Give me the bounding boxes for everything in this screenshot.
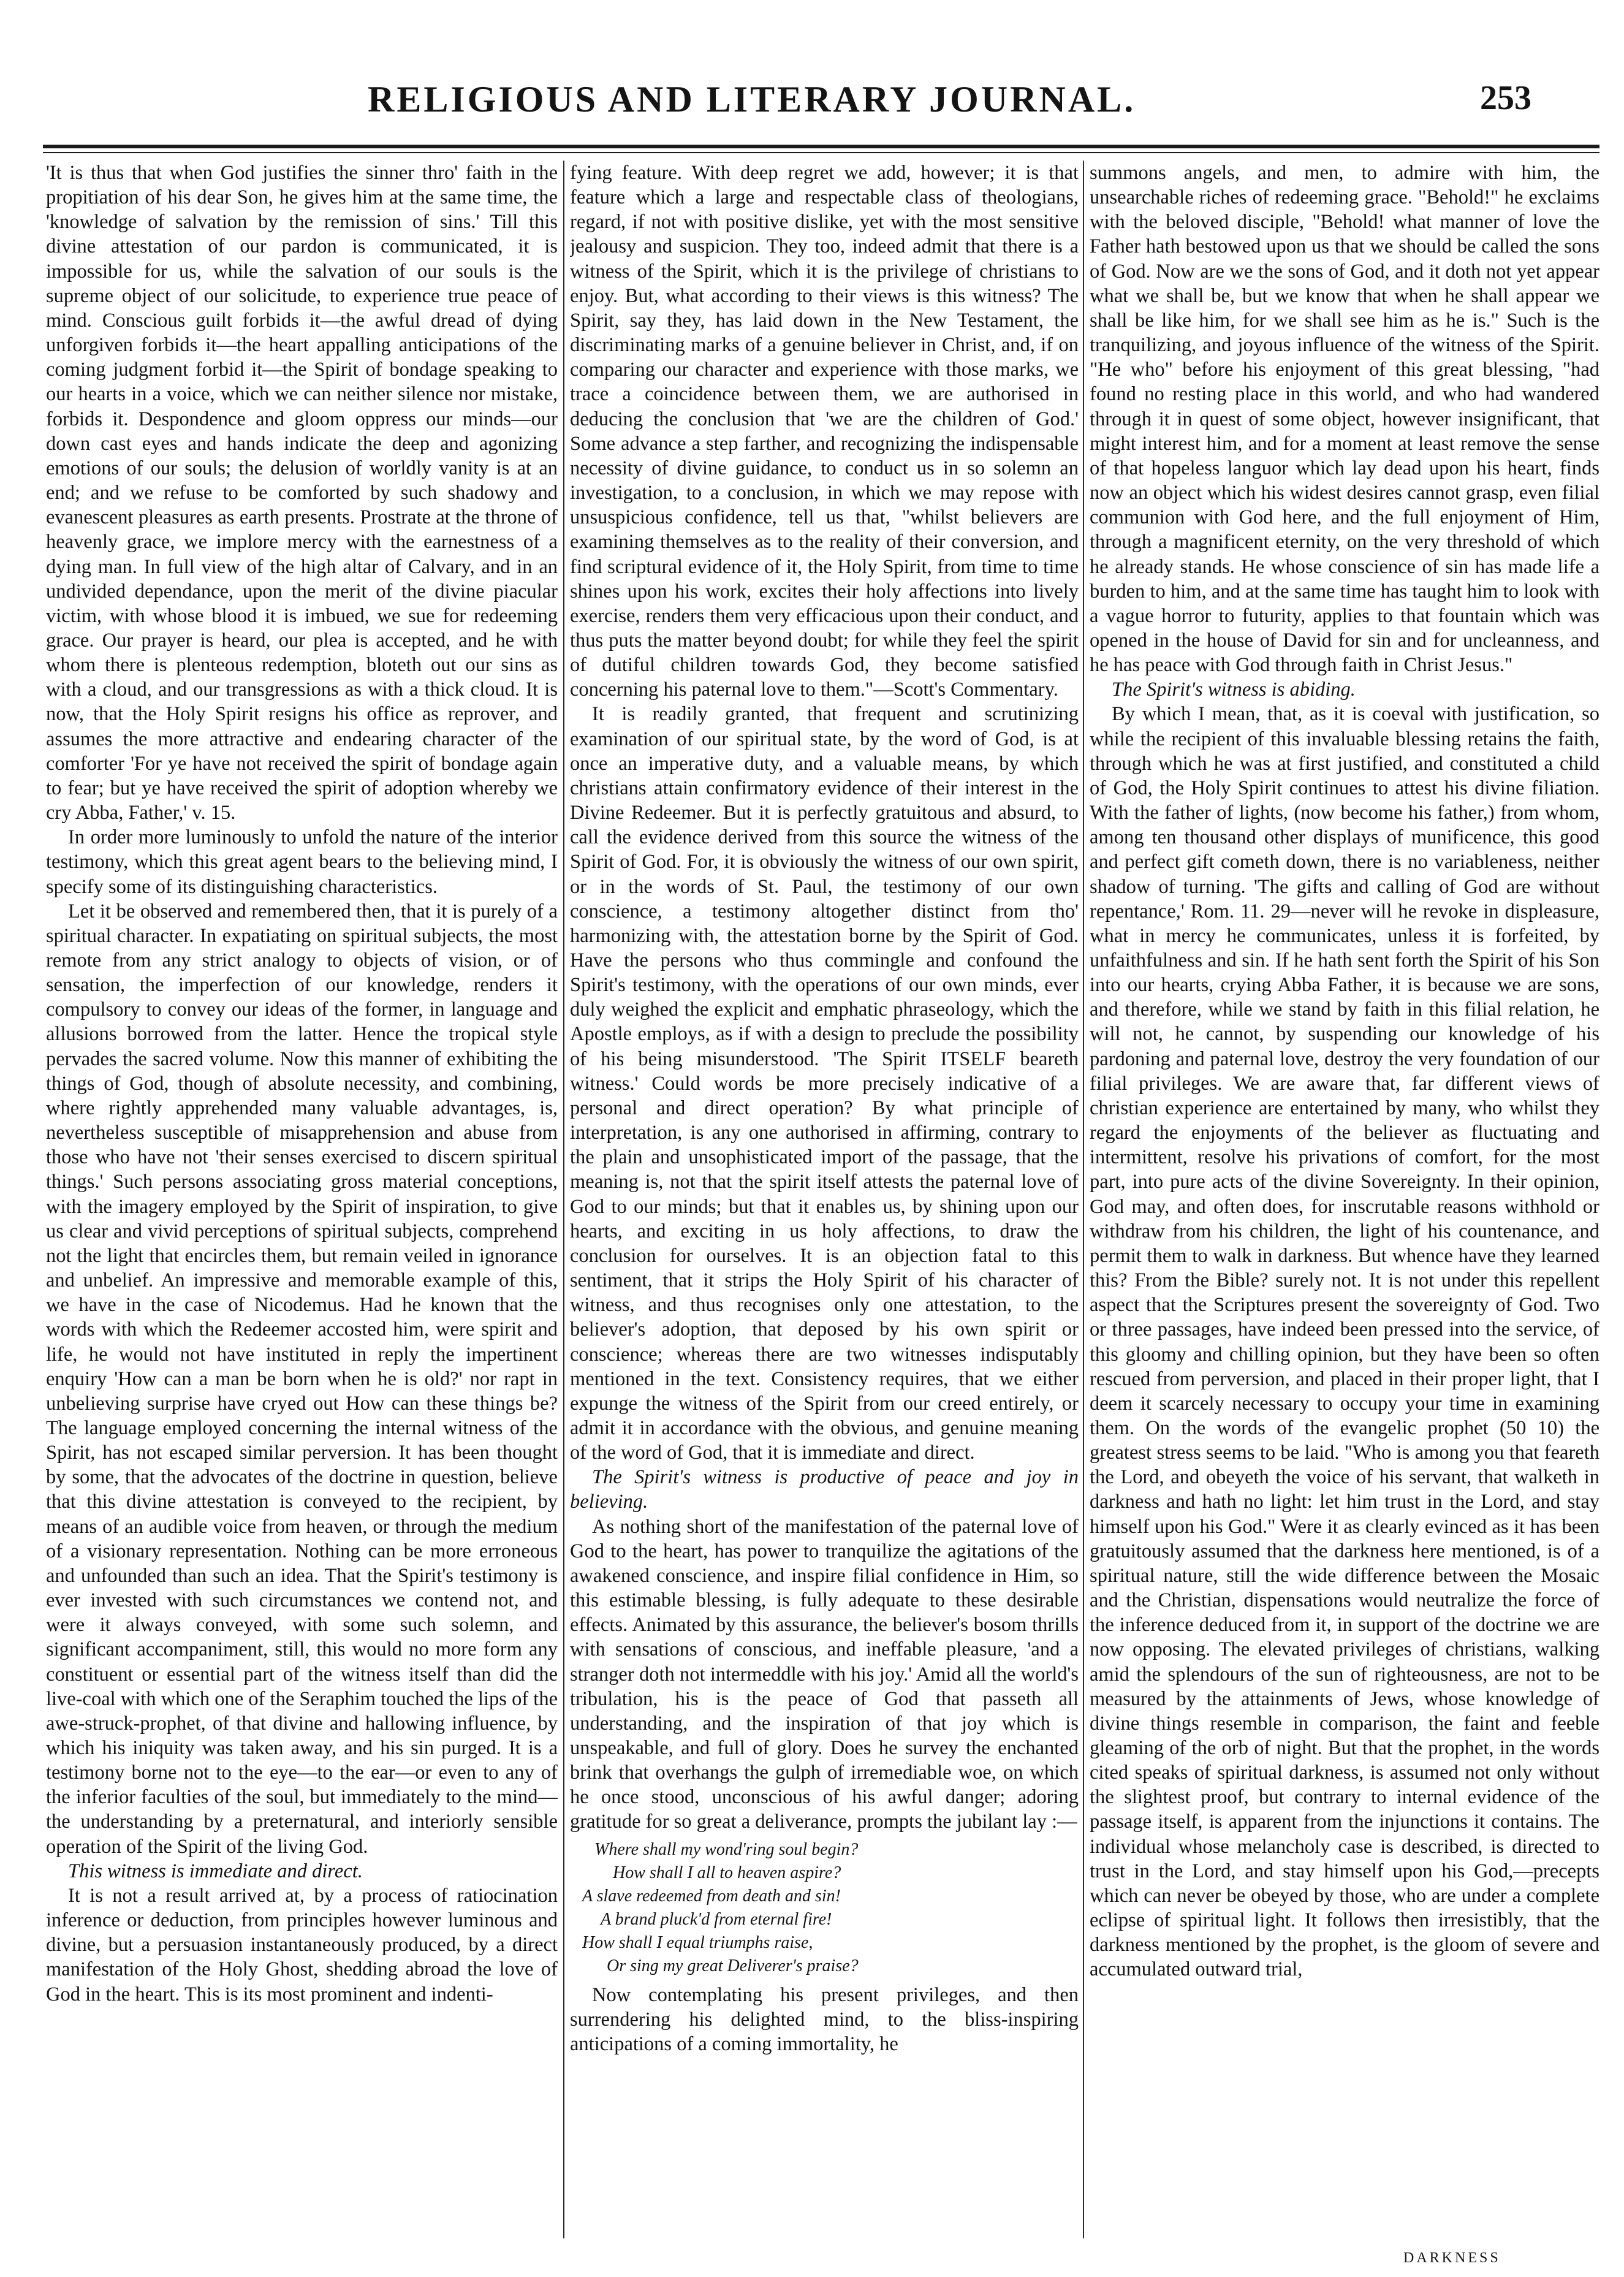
paragraph: It is not a result arrived at, by a process of ratiocination inference or deduction, from principles however luminous and divine, but a persuasion instantaneously produced, by a direct manifestation of the Holy Ghost, shedding abroad the love of God in the heart. This is its most prominent and indenti-: [46, 1884, 558, 2005]
section-heading: The Spirit's witness is productive of peace and joy in believing.: [570, 1466, 1079, 1513]
text-column-3: [1090, 161, 1599, 2238]
paragraph: As nothing short of the manifestation of the paternal love of God to the heart, has power to tranquilize the agitations of the awakened conscience, and inspire filial confidence in Him, so this estimable blessing, is fully adequate to these desirable effects. Animated by this assurance, the believer's bosom thrills with sensations of conscious, and ineffable pleasure, 'and a stranger doth not intermeddle with his joy.' Amid all the world's tribulation, his is the peace of God that passeth all understanding, and the inspiration of that joy which is unspeakable, and full of glory. Does he survey the enchanted brink that overhangs the gulph of irremediable woe, on which he once stood, unconscious of his awful danger; adoring gratitude for so great a deliverance, prompts the jubilant lay :—: [570, 1515, 1079, 1833]
verse-line: How shall I equal triumphs raise,: [582, 1933, 813, 1952]
verse-line: Where shall my wond'ring soul begin?: [594, 1839, 859, 1859]
page-number: 253: [1480, 79, 1531, 117]
verse-line: How shall I all to heaven aspire?: [613, 1863, 841, 1882]
verse-line: A brand pluck'd from eternal fire!: [601, 1909, 832, 1929]
column-divider-2: [1083, 161, 1084, 2238]
section-heading: The Spirit's witness is abiding.: [1112, 679, 1356, 701]
hymn-verse: [570, 1838, 1079, 1978]
paragraph: Let it be observed and remembered then, that it is purely of a spiritual character. In expatiating on spiritual subjects, the most remote from any strict analogy to objects of vision, or of sensation, the imperfection of our knowledge, renders it compulsory to convey our ideas of the former, in language and allusions borrowed from the latter. Hence the tropical style pervades the sacred volume. Now this manner of exhibiting the things of God, though of absolute necessity, and combining, where rightly apprehended many valuable advantages, is, nevertheless susceptible of misapprehension and abuse from those who have not 'their senses exercised to discern spiritual things.' Such persons associating gross material conceptions, with the imagery employed by the Spirit of inspiration, to give us clear and vivid perceptions of spiritual subjects, comprehend not the light that encircles them, but remain veiled in ignorance and unbelief. An impressive and memorable example of this, we have in the case of Nicodemus. Had he known that the words with which the Redeemer accosted him, were spirit and life, he would not have instituted in reply the impertinent enquiry 'How can a man be born when he is old?' nor rapt in unbelieving surprise have cryed out How can these things be? The language employed concerning the internal witness of the Spirit, has not escaped similar perversion. It has been thought by some, that the advocates of the doctrine in question, believe that this divine attestation is conveyed to the recipient, by means of an audible voice from heaven, or through the medium of a visionary representation. Nothing can be more erroneous and unfounded than such an idea. That the Spirit's testimony is ever invested with such circumstances we contend not, and were it always conveyed, with some such solemn, and significant accompaniment, still, this would no more form any constituent or essential part of the witness itself than did the live-coal with which one of the Seraphim touched the lips of the awe-struck-prophet, of that divine and hallowing influence, by which his iniquity was taken away, and his sin purged. It is a testimony borne not to the eye—to the ear—or even to any of the inferior faculties of the soul, but immediately to the mind—the understanding by a preternatural, and interiorly sensible operation of the Spirit of the living God.: [46, 900, 558, 1858]
verse-line: Or sing my great Deliverer's praise?: [607, 1956, 859, 1975]
section-heading: This witness is immediate and direct.: [68, 1860, 363, 1882]
paragraph: It is readily granted, that frequent and scrutinizing examination of our spiritual state, by the word of God, is at once an imperative duty, and a valuable means, by which christians attain confirmatory evidence of their interest in the Divine Redeemer. But it is perfectly gratuitous and absurd, to call the evidence derived from this source the witness of the Spirit of God. For, it is obviously the witness of our own spirit, or in the words of St. Paul, the testimony of our own conscience, a testimony altogether distinct from tho' harmonizing with, the attestation borne by the Spirit of God. Have the persons who thus commingle and confound the Spirit's testimony, with the operations of our own minds, ever duly weighed the explicit and emphatic phraseology, which the Apostle employs, as if with a design to preclude the possibility of his being misunderstood. 'The Spirit ITSELF beareth witness.' Could words be more precisely indicative of a personal and direct operation? By what principle of interpretation, is any one authorised in affirming, contrary to the plain and unsophisticated import of the passage, that the meaning is, not that the spirit itself attests the paternal love of God to our minds; but that it enables us, by shining upon our hearts, and exciting in us holy affections, to draw the conclusion for ourselves. It is an objection fatal to this sentiment, that it strips the Holy Spirit of his character of witness, and thus recognises only one attestation, to the believer's adoption, that deposed by his own spirit or conscience; whereas there are two witnesses indisputably mentioned in the text. Consistency requires, that we either expunge the witness of the Spirit from our creed entirely, or admit it in accordance with the obvious, and genuine meaning of the word of God, that it is immediate and direct.: [570, 703, 1079, 1464]
text-column-2: [570, 161, 1079, 2238]
header-rule-thick: [43, 145, 1599, 148]
paragraph: summons angels, and men, to admire with him, the unsearchable riches of redeeming grace. "Behold!" he exclaims with the beloved disciple, "Behold! what manner of love the Father hath bestowed upon us that we should be called the sons of God. Now are we the sons of God, and it doth not yet appear what we shall be, but we know that when he shall appear we shall be like him, for we shall see him as he is." Such is the tranquilizing, and joyous influence of the witness of the Spirit. "He who" before his enjoyment of this great blessing, "had found no resting place in this world, and who had wandered through it in quest of some object, however insignificant, that might interest him, and for a moment at least remove the sense of that hopeless languor which lay dead upon his heart, finds now an object which his widest desires cannot grasp, even filial communion with God here, and the full enjoyment of Him, through a magnificent eternity, on the very threshold of which he already stands. He whose conscience of sin has made life a burden to him, and at the same time has taught him to look with a vague horror to futurity, applies to that fountain which was opened in the house of David for sin and for uncleanness, and he has peace with God through faith in Christ Jesus.": [1090, 162, 1599, 677]
running-title: RELIGIOUS AND LITERARY JOURNAL.: [368, 79, 1136, 120]
paragraph: By which I mean, that, as it is coeval with justification, so while the recipient of this invaluable blessing retains the faith, through which he was at first justified, and constituted a child of God, the Holy Spirit continues to attest his divine filiation. With the father of lights, (now become his father,) from whom, among ten thousand other displays of munificence, this good and perfect gift cometh down, there is no variableness, neither shadow of turning. 'The gifts and calling of God are without repentance,' Rom. 11. 29—never will he revoke in displeasure, what in mercy he communicates, unless it is forfeited, by unfaithfulness and sin. If he hath sent forth the Spirit of his Son into our hearts, crying Abba Father, it is because we are sons, and therefore, while we stand by faith in this filial relation, he will not, he cannot, by suspending our knowledge of his pardoning and paternal love, destroy the very foundation of our filial privileges. We are aware that, far different views of christian experience are entertained by many, who whilst they regard the enjoyments of the believer as fluctuating and intermittent, resolve his privations of comfort, for the most part, into pure acts of the divine Sovereignty. In their opinion, God may, and often does, for inscrutable reasons withhold or withdraw from his children, the light of his countenance, and permit them to walk in darkness. But whence have they learned this? From the Bible? surely not. It is not under this repellent aspect that the Scriptures present the sovereignty of God. Two or three passages, have indeed been pressed into the service, of this gloomy and chilling opinion, but they have been so often rescued from perversion, and placed in their proper light, that I deem it scarcely necessary to occupy your time in examining them. On the words of the evangelic prophet (50 10) the greatest stress seems to be laid. "Who is among you that feareth the Lord, and obeyeth the voice of his servant, that walketh in darkness and hath no light: let him trust in the Lord, and stay himself upon his God." Were it as clearly evinced as it has been gratuitously assumed that the darkness here mentioned, is of a spiritual nature, still the wide difference between the Mosaic and the Christian, dispensations would neutralize the force of the inference deduced from it, in support of the doctrine we are now opposing. The elevated privileges of christians, walking amid the splendours of the sun of righteousness, are not to be measured by the attainments of Jews, whose knowledge of divine things resemble in comparison, the faint and feeble gleaming of the orb of night. But that the prophet, in the words cited speaks of spiritual darkness, is assumed not only without the slightest proof, but contrary to internal evidence of the passage itself, is apparent from the injunctions it contains. The individual whose melancholy case is described, is directed to trust in the Lord, and stay himself upon his God,—precepts which can never be obeyed by those, who are under a complete eclipse of spiritual light. It follows then irresistibly, that the darkness mentioned by the prophet, is the gloom of severe and accumulated outward trial,: [1090, 703, 1599, 1981]
catchword: DARKNESS: [1403, 2250, 1501, 2266]
text-column-1: [46, 161, 558, 2238]
paragraph: 'It is thus that when God justifies the sinner thro' faith in the propitiation of his dear Son, he gives him at the same time, the 'knowledge of salvation by the remission of sins.' Till this divine attestation of our pardon is communicated, it is impossible for us, while the salvation of our souls is the supreme object of our solicitude, to experience true peace of mind. Conscious guilt forbids it—the awful dread of dying unforgiven forbids it—the heart appalling anticipations of the coming judgment forbid it—the Spirit of bondage speaking to our hearts in a voice, which we can neither silence nor mistake, forbids it. Despondence and gloom oppress our minds—our down cast eyes and hands indicate the deep and agonizing emotions of our souls; the delusion of worldly vanity is at an end; and we refuse to be comforted by such shadowy and evanescent pleasures as earth presents. Prostrate at the throne of heavenly grace, we implore mercy with the earnestness of a dying man. In full view of the high altar of Calvary, and in an undivided dependance, upon the merit of the divine piacular victim, with whose blood it is imbued, we sue for redeeming grace. Our prayer is heard, our plea is accepted, and he with whom there is plenteous redemption, bloteth out our sins as with a cloud, and our transgressions as with a thick cloud. It is now, that the Holy Spirit resigns his office as reprover, and assumes the more attractive and endearing character of the comforter 'For ye have not received the spirit of bondage again to fear; but ye have received the spirit of adoption whereby we cry Abba, Father,' v. 15.: [46, 162, 558, 824]
verse-line: A slave redeemed from death and sin!: [582, 1886, 841, 1906]
paragraph: In order more luminously to unfold the nature of the interior testimony, which this great agent bears to the believing mind, I specify some of its distinguishing characteristics.: [46, 826, 558, 898]
header-rule-thin: [43, 152, 1599, 153]
paragraph: fying feature. With deep regret we add, however; it is that feature which a large and respectable class of theologians, regard, if not with positive dislike, yet with the most sensitive jealousy and suspicion. They too, indeed admit that there is a witness of the Spirit, which it is the privilege of christians to enjoy. But, what according to their views is this witness? The Spirit, say they, has laid down in the New Testament, the discriminating marks of a genuine believer in Christ, and, if on comparing our character and experience with those marks, we trace a coincidence between them, we are authorised in deducing the conclusion that 'we are the children of God.' Some advance a step farther, and recognizing the indispensable necessity of divine guidance, to conduct us in so solemn an investigation, to a conclusion, in which we may repose with unsuspicious confidence, tell us that, "whilst believers are examining themselves as to the reality of their conversion, and find scriptural evidence of it, the Holy Spirit, from time to time shines upon his work, excites their holy affections into lively exercise, renders them very efficacious upon their conduct, and thus puts the matter beyond doubt; for while they feel the spirit of dutiful children towards God, they become satisfied concerning his paternal love to them."—Scott's Commentary.: [570, 162, 1079, 701]
paragraph: Now contemplating his present privileges, and then surrendering his delighted mind, to the bliss-inspiring anticipations of a coming immortality, he: [570, 1983, 1079, 2055]
column-divider-1: [563, 161, 564, 2238]
